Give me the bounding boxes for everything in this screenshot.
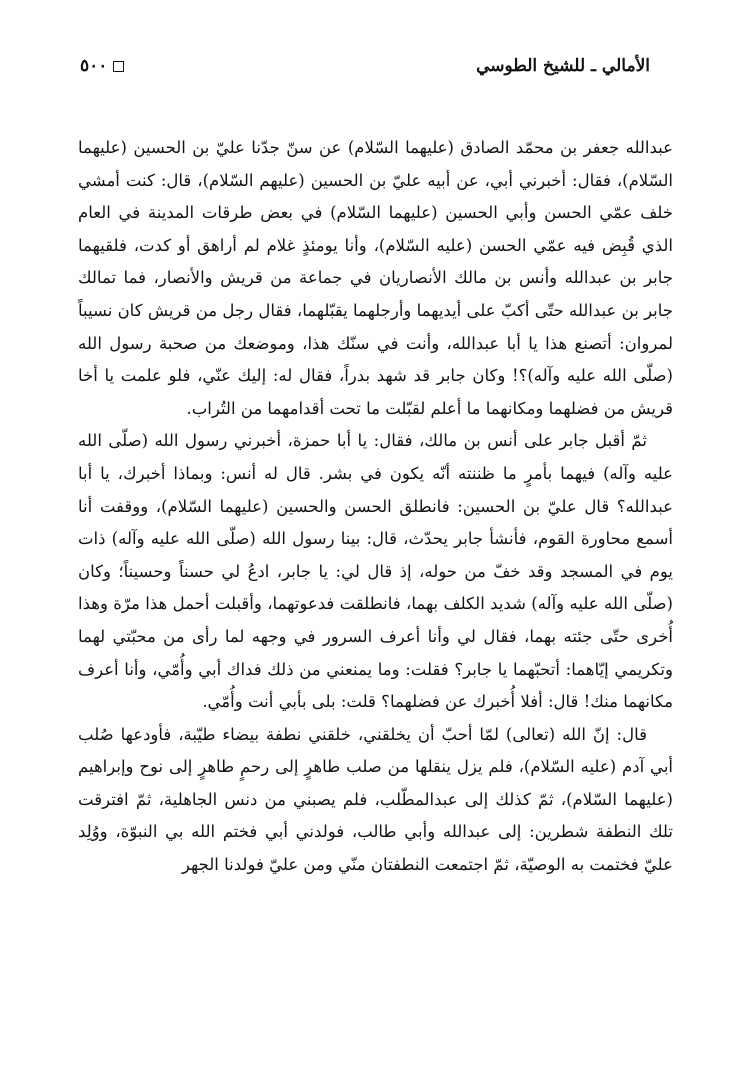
paragraph: ثمّ أقبل جابر على أنس بن مالك، فقال: يا أبا حمزة، أخبرني رسول الله (صلّى الله عليه وآله) فيهما بأمرٍ ما ظننته أنّه يكون في بشر. قال له أنس: وبماذا أخبرك، يا أبا عبدالله؟ قال عليّ بن الحسين: فانطلق الحسن والحسين (عليهما السّلام)، ووقفت أنا أسمع محاورة القوم، فأنشأ جابر يحدّث، قال: بينا رسول الله (صلّى الله عليه وآله) ذات يوم في المسجد وقد خفّ من حوله، إذ قال لي: يا جابر، ادعُ لي حسناً وحسيناً؛ وكان (صلّى الله عليه وآله) شديد الكلف بهما، فانطلقت فدعوتهما، وأقبلت أحمل هذا مرّة وهذا أُخرى حتّى جئته بهما، فقال لي وأنا أعرف السرور في وجهه لما رأى من محبّتي لهما وتكريمي إيّاهما: أتحبّهما يا جابر؟ فقلت: وما يمنعني من ذلك فداك أبي وأُمّي، وأنا أعرف مكانهما منك! قال: أفلا أُخبرك عن فضلهما؟ قلت: بلى بأبي أنت وأُمّي. bbox=[78, 431, 673, 712]
running-title: الأمالي ـ للشيخ الطوسي bbox=[476, 56, 650, 76]
page-number: ٥٠٠ bbox=[80, 56, 108, 76]
square-ornament-icon bbox=[113, 61, 124, 72]
page-header bbox=[80, 56, 650, 86]
body-text bbox=[78, 132, 673, 882]
paragraph: قال: إنّ الله (تعالى) لمّا أحبّ أن يخلقني، خلقني نطفة بيضاء طيّبة، فأودعها صُلب أبي آدم (عليه السّلام)، فلم يزل ينقلها من صلب طاهرٍ إلى رحمٍ طاهرٍ إلى نوح وإبراهيم (عليهما السّلام)، ثمّ كذلك إلى عبدالمطّلب، فلم يصبني من دنس الجاهلية، ثمّ افترقت تلك النطفة شطرين: إلى عبدالله وأبي طالب، فولدني أبي فختم الله بي النبوّة، ووُلِد عليّ فختمت به الوصيّة، ثمّ اجتمعت النطفتان منّي ومن عليّ فولدنا الجهر bbox=[78, 724, 673, 875]
page-number-group bbox=[80, 56, 124, 76]
paragraph: عبدالله جعفر بن محمّد الصادق (عليهما السّلام) عن سنّ جدّنا عليّ بن الحسين (عليهما السّلام)، فقال: أخبرني أبي، عن أبيه عليّ بن الحسين (عليهم السّلام)، قال: كنت أمشي خلف عمّي الحسن وأبي الحسين (عليهما السّلام) في بعض طرقات المدينة في العام الذي قُبِض فيه عمّي الحسن (عليه السّلام)، وأنا يومئذٍ غلام لم أراهق أو كدت، فلقيهما جابر بن عبدالله وأنس بن مالك الأنصاريان في جماعة من قريش والأنصار، فما تمالك جابر بن عبدالله حتّى أكبّ على أيديهما وأرجلهما يقبّلهما، فقال رجل من قريش كان نسيباً لمروان: أتصنع هذا يا أبا عبدالله، وأنت في سنّك هذا، وموضعك من صحبة رسول الله (صلّى الله عليه وآله)؟! وكان جابر قد شهد بدراً، فقال له: إليك عنّي، فلو علمت يا أخا قريش من فضلهما ومكانهما ما أعلم لقبّلت ما تحت أقدامهما من التُراب. bbox=[78, 138, 673, 418]
